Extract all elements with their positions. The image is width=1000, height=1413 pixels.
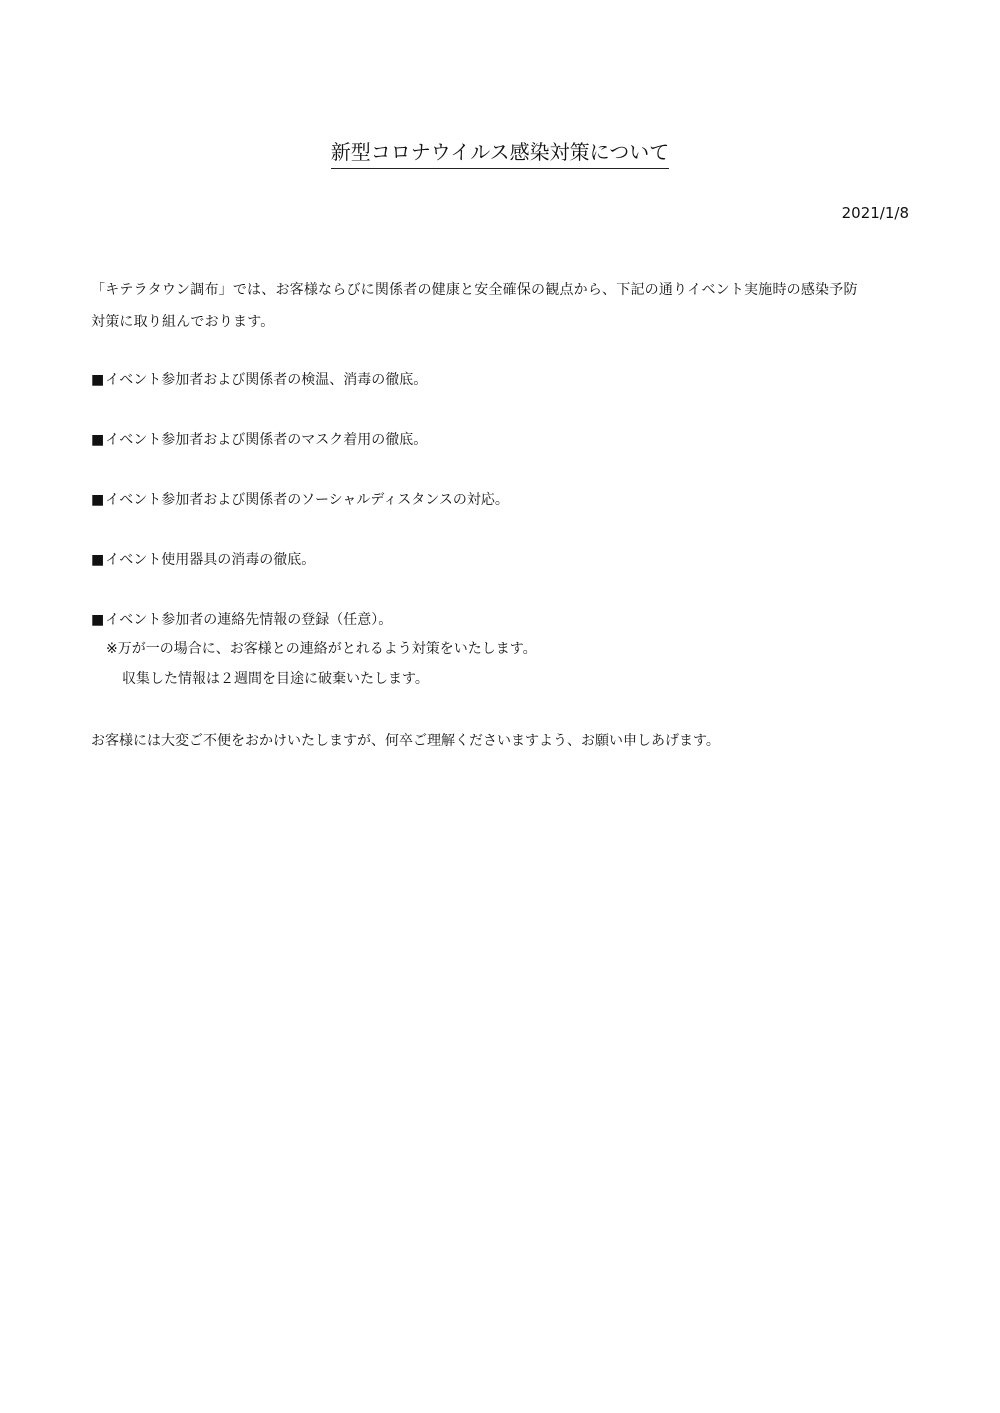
list-item-text: イベント参加者の連絡先情報の登録（任意）。 [105, 612, 393, 628]
intro-paragraph [91, 274, 921, 338]
square-bullet-icon: ■ [91, 372, 105, 388]
list-item [91, 369, 427, 391]
square-bullet-icon: ■ [91, 492, 105, 508]
note-line: 収集した情報は２週間を目途に破棄いたします。 [122, 671, 429, 687]
page-title-text: 新型コロナウイルス感染対策について [331, 138, 669, 169]
page-title [0, 138, 1000, 169]
list-item [91, 489, 509, 511]
list-item-text: イベント参加者および関係者のソーシャルディスタンスの対応。 [105, 492, 509, 508]
square-bullet-icon: ■ [91, 612, 105, 628]
list-item-text: イベント使用器具の消毒の徹底。 [105, 552, 316, 568]
intro-line: 「キテラタウン調布」では、お客様ならびに関係者の健康と安全確保の観点から、下記の通りイベント実施時の感染予防 [91, 282, 858, 298]
document-date: 2021/1/8 [841, 204, 909, 222]
square-bullet-icon: ■ [91, 552, 105, 568]
square-bullet-icon: ■ [91, 432, 105, 448]
list-item [91, 609, 392, 631]
list-item [91, 549, 315, 571]
list-item-text: イベント参加者および関係者の検温、消毒の徹底。 [105, 372, 428, 388]
closing-paragraph: お客様には大変ご不便をおかけいたしますが、何卒ご理解くださいますよう、お願い申しあげます。 [91, 733, 720, 749]
list-item-text: イベント参加者および関係者のマスク着用の徹底。 [105, 432, 428, 448]
list-item [91, 429, 427, 451]
note-line: ※万が一の場合に、お客様との連絡がとれるよう対策をいたします。 [106, 641, 537, 657]
intro-line: 対策に取り組んでおります。 [91, 314, 275, 330]
